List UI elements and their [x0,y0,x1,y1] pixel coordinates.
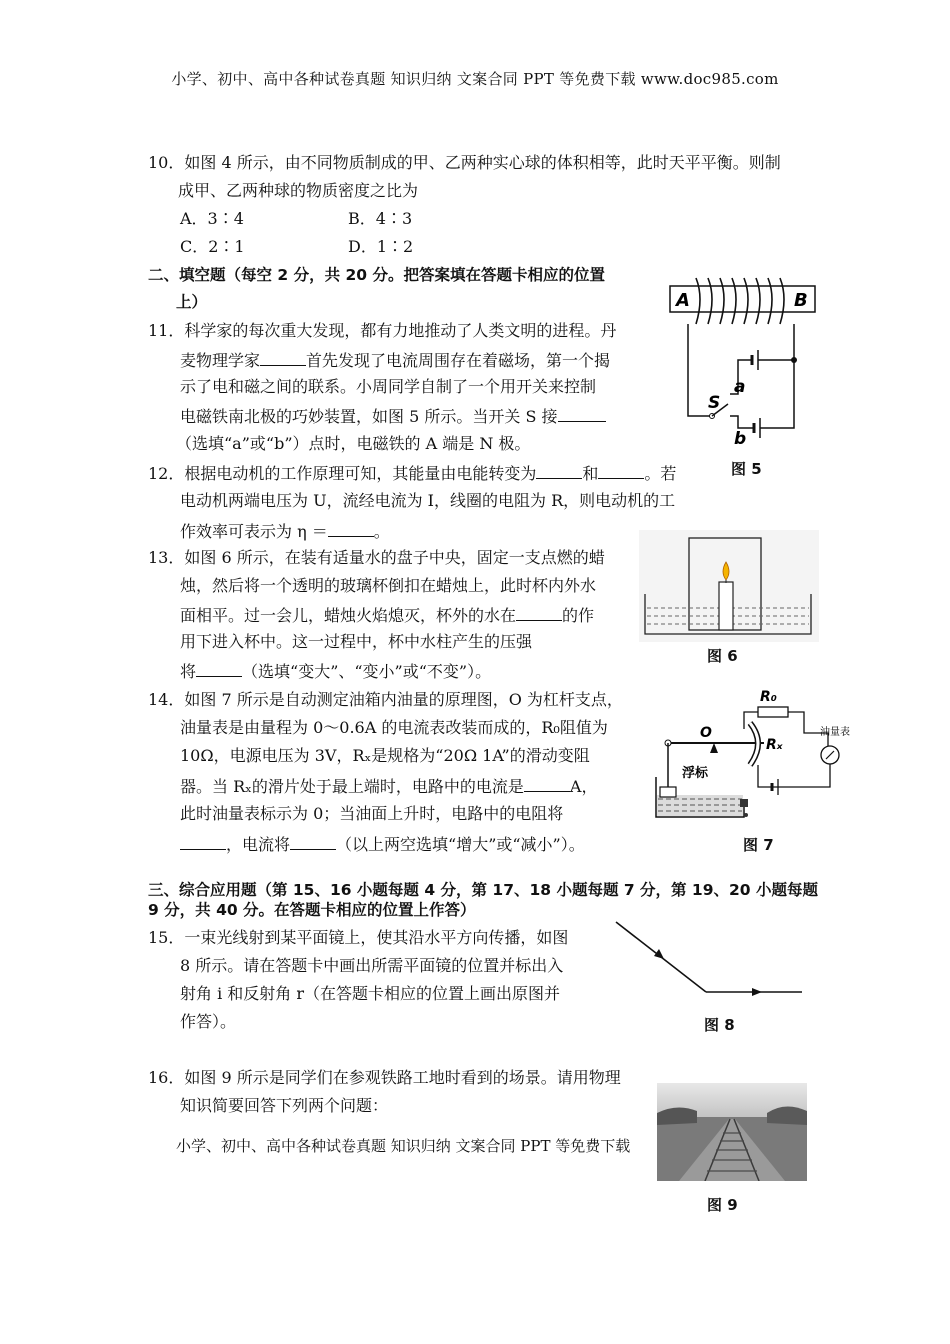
q13-line3-text-a: 面相平。过一会儿，蜡烛火焰熄灭，杯外的水在 [180,606,517,625]
q14-line3: 10Ω，电源电压为 3V，Rₓ是规格为“20Ω 1A”的滑动变阻 [180,746,590,765]
fig7-rx-label: Rₓ [766,737,783,753]
q12-line3 [180,520,390,542]
q14-line6 [180,833,585,855]
fig7-pivot-label: O [700,725,712,741]
figure-5 [668,268,818,448]
q16-line1: 16．如图 9 所示是同学们在参观铁路工地时看到的场景。请用物理 [148,1068,621,1087]
q14-line2: 油量表是由量程为 0～0.6A 的电流表改装而成的，R₀阻值为 [180,718,608,737]
q14-blank-3[interactable] [290,833,336,850]
fig5-end-b: B [794,290,808,311]
q15-line1: 15．一束光线射到某平面镜上，使其沿水平方向传播，如图 [148,928,569,947]
q10-option-c: C．2∶1 [180,237,245,256]
q14-line4-text-a: 器。当 Rₓ的滑片处于最上端时，电路中的电流是 [180,777,524,796]
figure-6 [639,530,819,642]
q13-line3-text-b: 的作 [562,606,595,625]
figure-9-caption: 图 9 [707,1196,738,1214]
section2-heading: 二、填空题（每空 2 分，共 20 分。把答案填在答题卡相应的位置 [148,266,605,284]
q13-blank-2[interactable] [196,660,242,677]
q10-option-a: A．3∶4 [180,209,244,228]
q12-blank-1[interactable] [536,462,582,479]
section2-heading-cont: 上） [176,293,208,311]
q14-line1: 14．如图 7 所示是自动测定油箱内油量的原理图，O 为杠杆支点， [148,690,623,709]
q16-line2: 知识简要回答下列两个问题： [180,1096,389,1115]
q12-line1-text-a: 12．根据电动机的工作原理可知，其能量由电能转变为 [148,464,537,483]
figure-8-diagram [612,918,804,998]
q12-line1-text-c: 。若 [644,464,677,483]
q13-line5-text-a: 将 [180,662,197,681]
q11-line4-text: 电磁铁南北极的巧妙装置，如图 5 所示。当开关 S 接 [180,407,558,426]
q10-option-b: B．4∶3 [348,209,413,228]
q11-blank-2[interactable] [558,405,606,422]
q10-line2: 成甲、乙两种球的物质密度之比为 [178,181,419,200]
figure-9-railway-image [657,1083,807,1181]
figure-7-caption: 图 7 [743,836,774,854]
q14-line6-text-a: ，电流将 [226,835,291,854]
q11-line4 [180,405,606,427]
fig5-end-a: A [676,290,690,311]
q13-line2: 烛，然后将一个透明的玻璃杯倒扣在蜡烛上，此时杯内外水 [180,576,597,595]
q14-line6-text-b: （以上两空选填“增大”或“减小”）。 [336,835,585,854]
q11-line1: 11．科学家的每次重大发现，都有力地推动了人类文明的进程。丹 [148,321,617,340]
fig7-float-label: 浮标 [682,766,709,781]
fig5-switch-s: S [708,393,721,413]
q13-line4: 用下进入杯中。这一过程中，杯中水柱产生的压强 [180,632,533,651]
q14-line4 [180,775,597,797]
figure-8 [612,918,804,998]
fig5-point-b: b [734,429,747,448]
page-header: 小学、初中、高中各种试卷真题 知识归纳 文案合同 PPT 等免费下载 www.doc985.com [171,70,779,88]
section3-heading-cont: 9 分，共 40 分。在答题卡相应的位置上作答） [148,901,476,919]
q11-blank-1[interactable] [260,349,306,366]
q13-blank-1[interactable] [516,604,562,621]
q12-blank-2[interactable] [598,462,644,479]
q15-line2: 8 所示。请在答题卡中画出所需平面镜的位置并标出入 [180,956,564,975]
q11-line2 [180,349,610,371]
q15-line3: 射角 i 和反射角 r（在答题卡相应的位置上画出原图并 [180,984,561,1003]
q11-line5: （选填“a”或“b”）点时，电磁铁的 A 端是 N 极。 [176,434,531,453]
figure-6-diagram [639,530,819,642]
q12-line1 [148,462,676,484]
figure-5-diagram [668,268,818,448]
q12-line3-text-b: 。 [373,522,390,541]
q10-line1: 10．如图 4 所示，由不同物质制成的甲、乙两种实心球的体积相等，此时天平平衡。则制 [148,153,781,172]
q13-line5-text-b: （选填“变大”、“变小”或“不变”）。 [242,662,492,681]
q14-line4-text-b: A， [569,777,598,796]
q11-line2-text-b: 首先发现了电流周围存在着磁场，第一个揭 [306,351,611,370]
q14-blank-2[interactable] [180,833,226,850]
q14-line5: 此时油量表标示为 0；当油面上升时，电路中的电阻将 [180,804,564,823]
q12-blank-3[interactable] [328,520,374,537]
figure-5-caption: 图 5 [731,460,762,478]
q12-line3-text-a: 作效率可表示为 η ＝ [180,522,328,541]
q12-line1-text-b: 和 [582,464,599,483]
q11-line3: 示了电和磁之间的联系。小周同学自制了一个用开关来控制 [180,377,597,396]
figure-7 [654,683,850,819]
figure-6-caption: 图 6 [707,647,738,665]
q10-option-d: D．1∶2 [348,237,414,256]
q15-line4: 作答）。 [180,1012,237,1031]
q13-line3 [180,604,594,626]
fig5-point-a: a [734,377,746,397]
q14-blank-1[interactable] [524,775,570,792]
fig7-meter-label: 油量表 [820,727,850,738]
section3-heading: 三、综合应用题（第 15、16 小题每题 4 分，第 17、18 小题每题 7 分，第 19、20 小题每题 [148,881,818,899]
figure-8-caption: 图 8 [704,1016,735,1034]
figure-7-diagram [654,683,850,819]
q12-line2: 电动机两端电压为 U，流经电流为 I，线圈的电阻为 R，则电动机的工 [180,491,676,510]
q13-line5 [180,660,491,682]
figure-9-photo [657,1083,807,1181]
q11-line2-text-a: 麦物理学家 [180,351,261,370]
q13-line1: 13．如图 6 所示，在装有适量水的盘子中央，固定一支点燃的蜡 [148,548,605,567]
page-footer: 小学、初中、高中各种试卷真题 知识归纳 文案合同 PPT 等免费下载 [176,1137,631,1155]
fig7-r0-label: R₀ [760,689,777,705]
